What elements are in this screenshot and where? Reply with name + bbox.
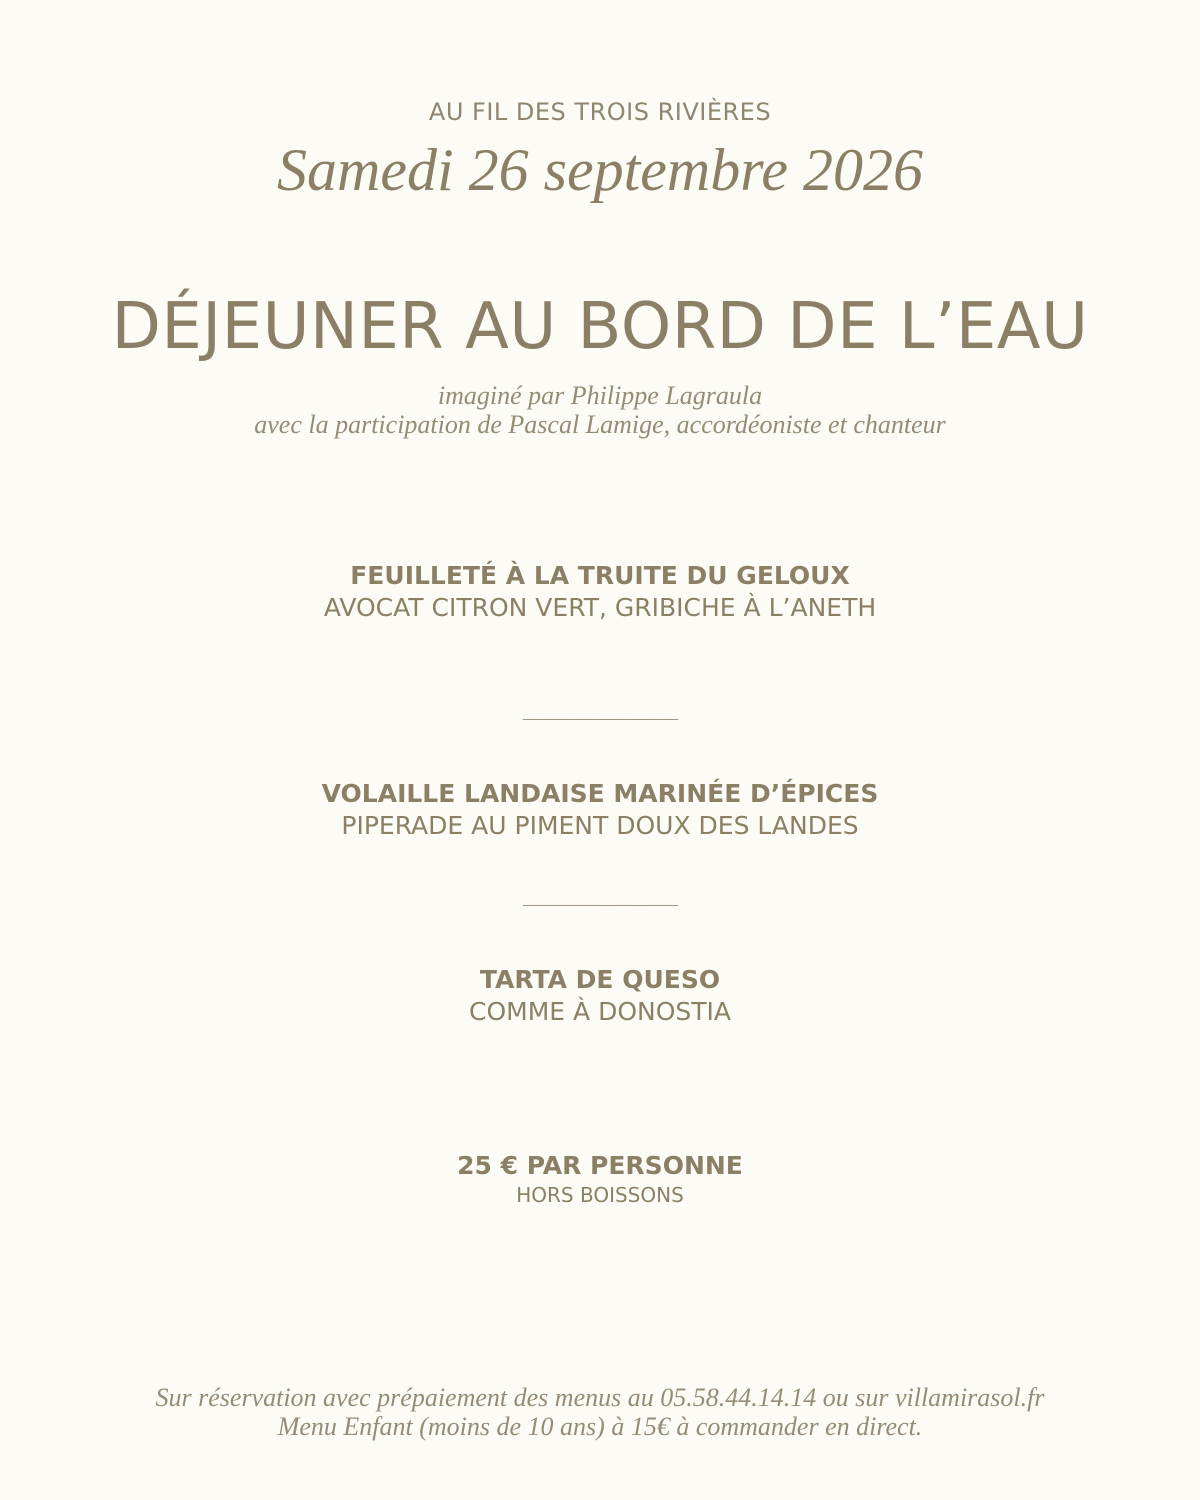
starter-description: AVOCAT CITRON VERT, GRIBICHE À L’ANETH <box>323 593 877 622</box>
starter-name: FEUILLETÉ À LA TRUITE DU GELOUX <box>350 561 850 590</box>
event-date: Samedi 26 septembre 2026 <box>277 137 923 203</box>
course-divider: ______________ <box>522 882 678 906</box>
dessert-name: TARTA DE QUESO <box>479 965 721 994</box>
main-course-name: VOLAILLE LANDAISE MARINÉE D’ÉPICES <box>321 779 879 808</box>
main-course-description: PIPERADE AU PIMENT DOUX DES LANDES <box>341 811 859 840</box>
event-name: AU FIL DES TROIS RIVIÈRES <box>428 98 772 126</box>
kids-menu-info: Menu Enfant (moins de 10 ans) à 15€ à commander en direct. <box>277 1412 923 1441</box>
menu-title: DÉJEUNER AU BORD DE L’EAU <box>111 290 1089 364</box>
course-divider: ______________ <box>522 696 678 720</box>
credit-musician: avec la participation de Pascal Lamige, accordéoniste et chanteur <box>254 410 946 439</box>
dessert-description: COMME À DONOSTIA <box>469 997 731 1026</box>
reservation-info: Sur réservation avec prépaiement des menus au 05.58.44.14.14 ou sur villamirasol.fr <box>155 1383 1045 1412</box>
price-note: HORS BOISSONS <box>516 1183 684 1207</box>
credit-chef: imaginé par Philippe Lagraula <box>437 381 763 410</box>
price: 25 € PAR PERSONNE <box>457 1151 743 1180</box>
